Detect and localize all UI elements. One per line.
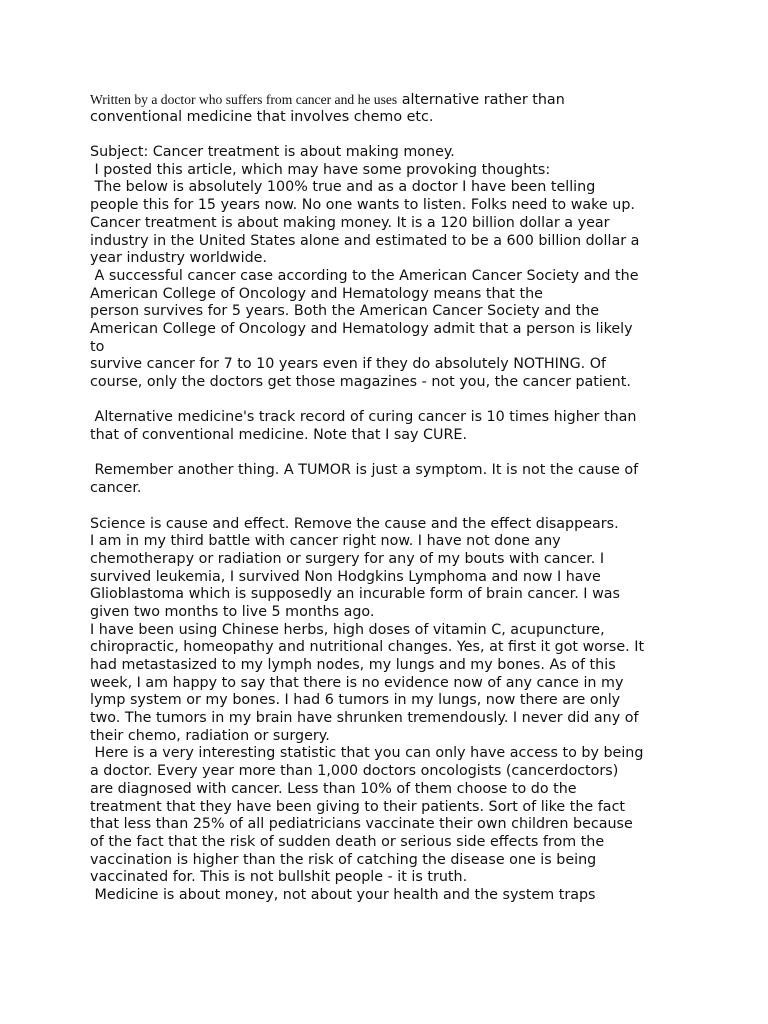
text-line: I am in my third battle with cancer right now. I have not done any bbox=[90, 533, 561, 550]
paragraph-gap bbox=[90, 126, 730, 144]
text-line: to bbox=[90, 338, 105, 355]
document-body bbox=[90, 109, 730, 905]
text-line: vaccination is higher than the risk of catching the disease one is being bbox=[90, 851, 597, 868]
document-page bbox=[90, 91, 730, 905]
text-line: chemotherapy or radiation or surgery for any of my bouts with cancer. I bbox=[90, 550, 605, 567]
paragraph-gap bbox=[90, 498, 730, 516]
text-line: had metastasized to my lymph nodes, my lungs and my bones. As of this bbox=[90, 657, 616, 673]
text-line: that of conventional medicine. Note that I say CURE. bbox=[90, 427, 468, 444]
intro-rest-text: alternative rather than bbox=[397, 92, 565, 108]
text-line: American College of Oncology and Hematology means that the bbox=[90, 285, 543, 302]
text-line: of the fact that the risk of sudden death or serious side effects from the bbox=[90, 833, 605, 850]
text-line: a doctor. Every year more than 1,000 doctors oncologists (cancerdoctors) bbox=[90, 763, 619, 780]
text-line: Medicine is about money, not about your health and the system traps bbox=[90, 886, 596, 903]
text-line: year industry worldwide. bbox=[90, 250, 267, 267]
paragraph-gap bbox=[90, 392, 730, 410]
text-line: person survives for 5 years. Both the American Cancer Society and the bbox=[90, 303, 600, 320]
text-line: Glioblastoma which is supposedly an incurable form of brain cancer. I was bbox=[90, 586, 620, 603]
text-line: treatment that they have been giving to their patients. Sort of like the fact bbox=[90, 798, 626, 815]
text-line: are diagnosed with cancer. Less than 10% of them choose to do the bbox=[90, 780, 577, 797]
intro-serif-text: Written by a doctor who suffers from cancer and he uses bbox=[90, 92, 398, 107]
text-line: A successful cancer case according to the American Cancer Society and the bbox=[90, 267, 639, 284]
text-line: survive cancer for 7 to 10 years even if they do absolutely NOTHING. Of bbox=[90, 356, 607, 373]
text-line: lymp system or my bones. I had 6 tumors in my lungs, now there are only bbox=[90, 692, 621, 709]
text-line: Alternative medicine's track record of curing cancer is 10 times higher than bbox=[90, 409, 637, 426]
text-line: Here is a very interesting statistic that you can only have access to by being bbox=[90, 745, 644, 762]
text-line: Science is cause and effect. Remove the cause and the effect disappears. bbox=[90, 515, 619, 532]
paragraph-gap bbox=[90, 445, 730, 463]
text-line: Remember another thing. A TUMOR is just a symptom. It is not the cause of bbox=[90, 462, 639, 479]
text-line: Cancer treatment is about making money. It is a 120 billion dollar a year bbox=[90, 214, 610, 231]
text-line: I posted this article, which may have some provoking thoughts: bbox=[90, 161, 551, 178]
text-line: Subject: Cancer treatment is about making money. bbox=[90, 144, 455, 161]
text-line: cancer. bbox=[90, 480, 142, 497]
text-line: week, I am happy to say that there is no evidence now of any cance in my bbox=[90, 674, 624, 691]
text-line: vaccinated for. This is not bullshit people - it is truth. bbox=[90, 869, 468, 886]
text-line: two. The tumors in my brain have shrunken tremendously. I never did any of bbox=[90, 710, 639, 727]
text-line: The below is absolutely 100% true and as a doctor I have been telling bbox=[90, 179, 596, 196]
text-line: course, only the doctors get those magazines - not you, the cancer patient. bbox=[90, 374, 631, 390]
text-line: conventional medicine that involves chemo etc. bbox=[90, 108, 434, 125]
text-line: survived leukemia, I survived Non Hodgkins Lymphoma and now I have bbox=[90, 568, 601, 585]
text-line: people this for 15 years now. No one wants to listen. Folks need to wake up. bbox=[90, 197, 635, 214]
text-line: their chemo, radiation or surgery. bbox=[90, 727, 330, 744]
text-line: American College of Oncology and Hematology admit that a person is likely bbox=[90, 320, 633, 337]
text-line: given two months to live 5 months ago. bbox=[90, 603, 375, 620]
text-line: I have been using Chinese herbs, high doses of vitamin C, acupuncture, bbox=[90, 621, 605, 638]
text-line: chiropractic, homeopathy and nutritional changes. Yes, at first it got worse. It bbox=[90, 639, 645, 656]
text-line: that less than 25% of all pediatricians vaccinate their own children because bbox=[90, 816, 633, 833]
text-line: industry in the United States alone and estimated to be a 600 billion dollar a bbox=[90, 232, 640, 249]
intro-line bbox=[90, 91, 730, 109]
